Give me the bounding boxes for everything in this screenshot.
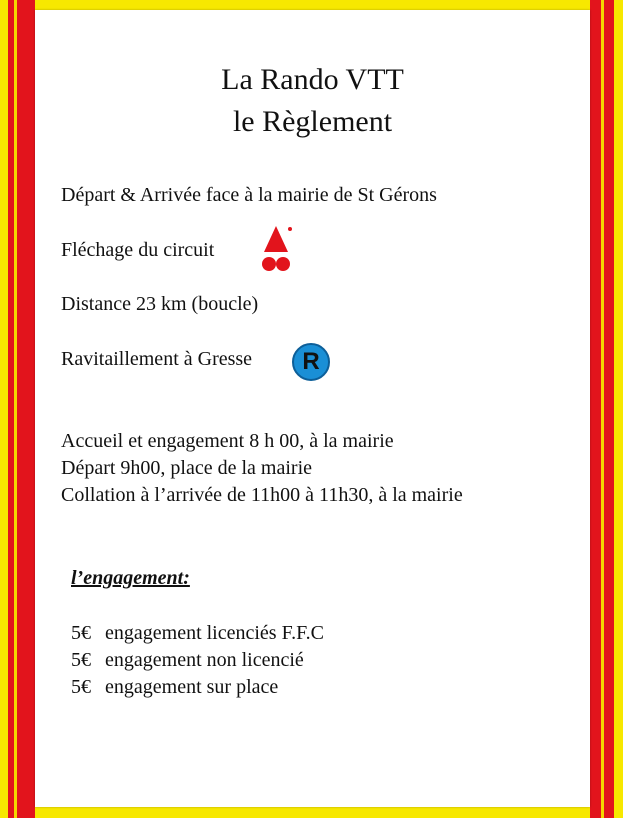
price-label: engagement non licencié: [105, 649, 304, 671]
engagement-heading: l’engagement:: [71, 567, 190, 589]
price-amount: 5€: [71, 676, 91, 698]
depart-arrivee-text: Départ & Arrivée face à la mairie de St Gérons: [61, 184, 437, 206]
price-amount: 5€: [71, 649, 91, 671]
price-label: engagement licenciés F.F.C: [105, 622, 324, 644]
rules-sheet: [35, 10, 590, 807]
depart-time-text: Départ 9h00, place de la mairie: [61, 457, 312, 479]
page-subtitle: le Règlement: [232, 105, 393, 138]
distance-text: Distance 23 km (boucle): [61, 293, 259, 315]
border-red-left: [8, 0, 35, 818]
collation-text: Collation à l’arrivée de 11h00 à 11h30, à la mairie: [61, 484, 463, 506]
flechage-text: Fléchage du circuit: [61, 239, 215, 261]
page-title: La Rando VTT: [221, 63, 404, 96]
price-line: [71, 647, 304, 673]
accueil-text: Accueil et engagement 8 h 00, à la mairie: [61, 430, 394, 452]
ravitaillement-text: Ravitaillement à Gresse: [61, 348, 253, 370]
price-line: [71, 674, 278, 700]
price-label: engagement sur place: [105, 676, 279, 698]
border-stripe-left: [14, 0, 17, 818]
blue-circle-r-icon: R: [292, 343, 330, 381]
price-amount: 5€: [71, 622, 91, 644]
border-stripe-right: [601, 0, 604, 818]
price-line: [71, 620, 324, 646]
red-arrow-sign-icon: [258, 224, 294, 274]
